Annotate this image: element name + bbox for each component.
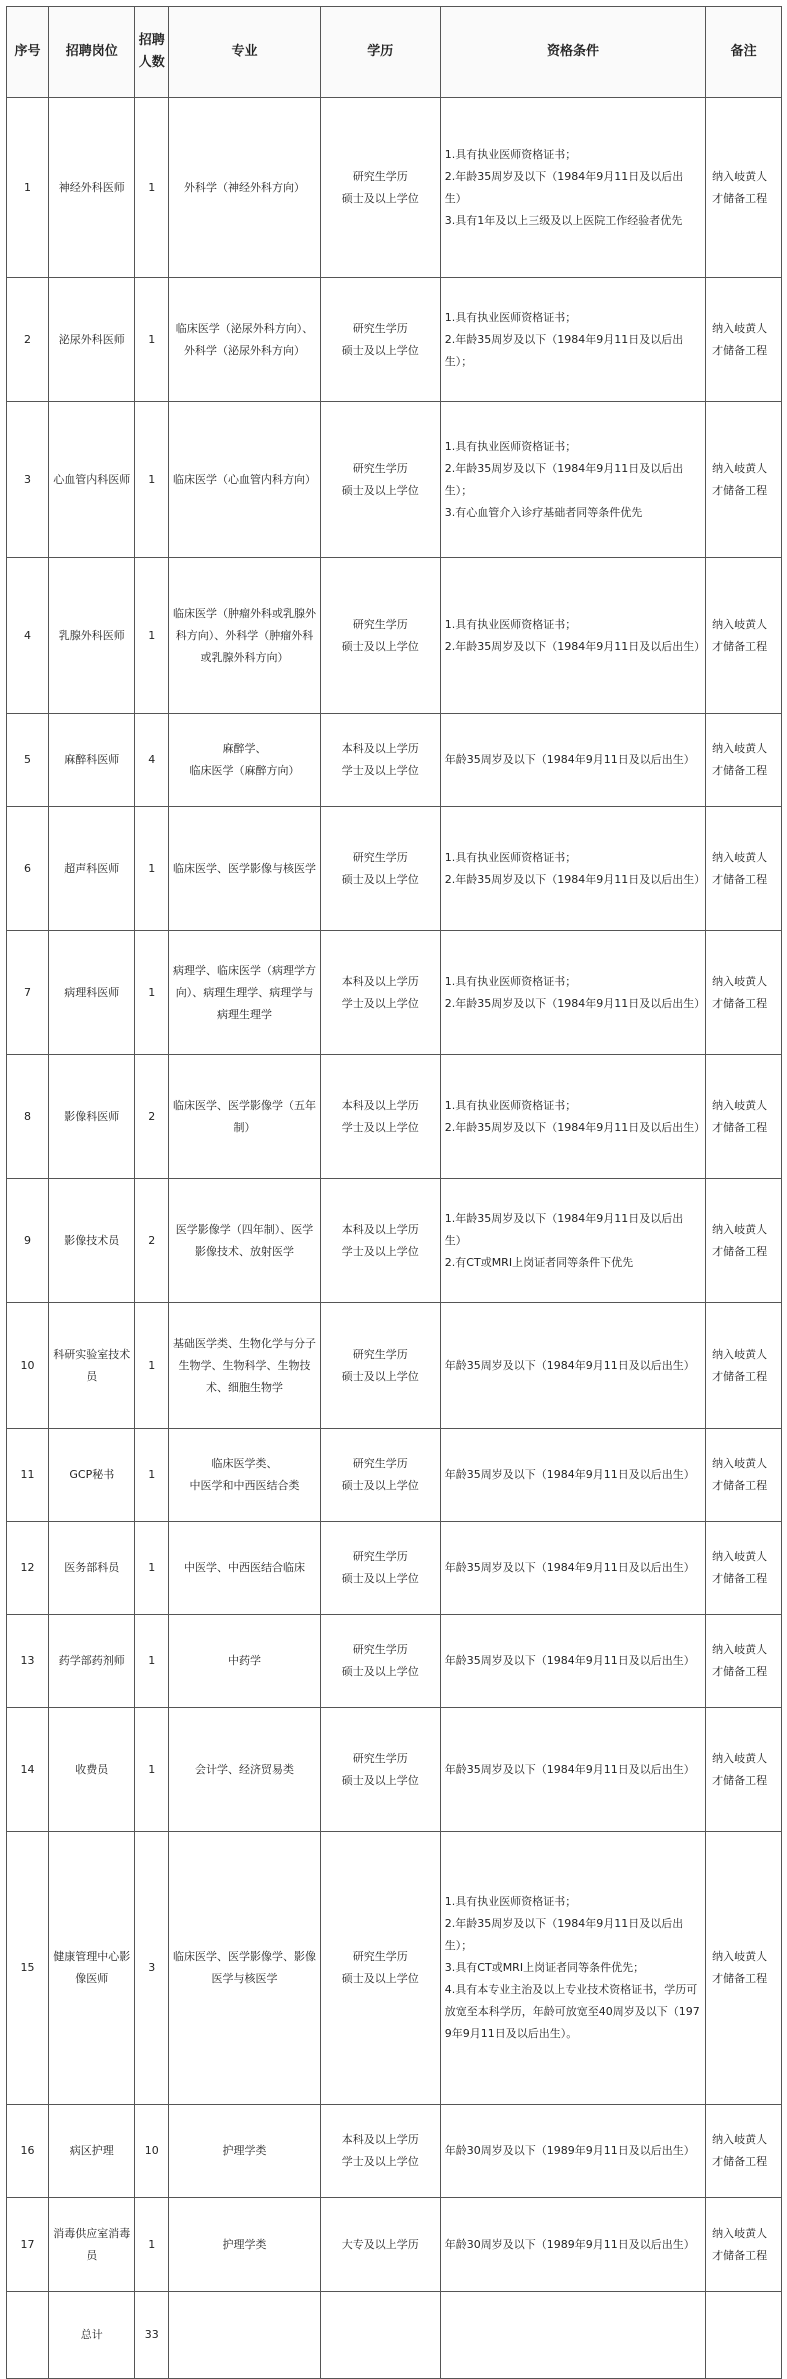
row-edu: 本科及以上学历 学士及以上学位 bbox=[320, 931, 440, 1055]
table-row bbox=[7, 1522, 782, 1615]
total-empty-qual bbox=[440, 2292, 705, 2379]
row-remark: 纳入岐黄人才储备工程 bbox=[706, 1179, 782, 1303]
row-post: GCP秘书 bbox=[49, 1429, 135, 1522]
total-count: 33 bbox=[135, 2292, 169, 2379]
row-remark: 纳入岐黄人才储备工程 bbox=[706, 98, 782, 278]
row-remark: 纳入岐黄人才储备工程 bbox=[706, 931, 782, 1055]
row-qual: 年龄35周岁及以下（1984年9月11日及以后出生） bbox=[440, 1708, 705, 1832]
row-major: 护理学类 bbox=[169, 2198, 321, 2292]
table-row bbox=[7, 931, 782, 1055]
row-post: 神经外科医师 bbox=[49, 98, 135, 278]
row-edu: 研究生学历 硕士及以上学位 bbox=[320, 1708, 440, 1832]
total-empty-edu bbox=[320, 2292, 440, 2379]
row-post: 病理科医师 bbox=[49, 931, 135, 1055]
row-no: 3 bbox=[7, 402, 49, 558]
row-edu: 研究生学历 硕士及以上学位 bbox=[320, 1303, 440, 1429]
table-row bbox=[7, 2198, 782, 2292]
header-count: 招聘人数 bbox=[135, 7, 169, 98]
row-count: 1 bbox=[135, 807, 169, 931]
row-remark: 纳入岐黄人才储备工程 bbox=[706, 278, 782, 402]
row-remark: 纳入岐黄人才储备工程 bbox=[706, 1708, 782, 1832]
table-row bbox=[7, 1708, 782, 1832]
row-qual: 年龄35周岁及以下（1984年9月11日及以后出生） bbox=[440, 1303, 705, 1429]
row-edu: 研究生学历 硕士及以上学位 bbox=[320, 807, 440, 931]
row-remark: 纳入岐黄人才储备工程 bbox=[706, 1303, 782, 1429]
row-post: 泌尿外科医师 bbox=[49, 278, 135, 402]
table-row bbox=[7, 98, 782, 278]
row-qual: 年龄35周岁及以下（1984年9月11日及以后出生） bbox=[440, 714, 705, 807]
row-edu: 研究生学历 硕士及以上学位 bbox=[320, 278, 440, 402]
row-post: 麻醉科医师 bbox=[49, 714, 135, 807]
total-no-cell bbox=[7, 2292, 49, 2379]
row-major: 中医学、中西医结合临床 bbox=[169, 1522, 321, 1615]
row-post: 收费员 bbox=[49, 1708, 135, 1832]
row-post: 病区护理 bbox=[49, 2105, 135, 2198]
row-edu: 研究生学历 硕士及以上学位 bbox=[320, 98, 440, 278]
row-post: 消毒供应室消毒员 bbox=[49, 2198, 135, 2292]
row-no: 8 bbox=[7, 1055, 49, 1179]
row-no: 10 bbox=[7, 1303, 49, 1429]
row-remark: 纳入岐黄人才储备工程 bbox=[706, 714, 782, 807]
row-remark: 纳入岐黄人才储备工程 bbox=[706, 807, 782, 931]
header-major: 专业 bbox=[169, 7, 321, 98]
row-post: 科研实验室技术员 bbox=[49, 1303, 135, 1429]
row-qual: 年龄35周岁及以下（1984年9月11日及以后出生） bbox=[440, 1615, 705, 1708]
row-major: 外科学（神经外科方向） bbox=[169, 98, 321, 278]
row-qual: 年龄30周岁及以下（1989年9月11日及以后出生） bbox=[440, 2198, 705, 2292]
row-edu: 研究生学历 硕士及以上学位 bbox=[320, 1522, 440, 1615]
row-major: 临床医学（泌尿外科方向）、外科学（泌尿外科方向） bbox=[169, 278, 321, 402]
row-qual: 1.具有执业医师资格证书； 2.年龄35周岁及以下（1984年9月11日及以后出生）； 3.具有CT或MRI上岗证者同等条件优先； 4.具有本专业主治及以上专业技术资格证书，学历可放宽至本科学历，年龄可放宽至40周岁及以下（1979年9月11日及以后出生）。 bbox=[440, 1832, 705, 2105]
recruitment-table-container bbox=[6, 6, 782, 2379]
header-post: 招聘岗位 bbox=[49, 7, 135, 98]
row-no: 13 bbox=[7, 1615, 49, 1708]
row-post: 医务部科员 bbox=[49, 1522, 135, 1615]
row-qual: 1.具有执业医师资格证书； 2.年龄35周岁及以下（1984年9月11日及以后出生）； 3.有心血管介入诊疗基础者同等条件优先 bbox=[440, 402, 705, 558]
row-qual: 1.具有执业医师资格证书； 2.年龄35周岁及以下（1984年9月11日及以后出生） bbox=[440, 558, 705, 714]
row-remark: 纳入岐黄人才储备工程 bbox=[706, 2105, 782, 2198]
row-qual: 1.具有执业医师资格证书； 2.年龄35周岁及以下（1984年9月11日及以后出生） 3.具有1年及以上三级及以上医院工作经验者优先 bbox=[440, 98, 705, 278]
table-row bbox=[7, 1055, 782, 1179]
row-count: 1 bbox=[135, 1522, 169, 1615]
header-remark: 备注 bbox=[706, 7, 782, 98]
row-no: 11 bbox=[7, 1429, 49, 1522]
row-no: 4 bbox=[7, 558, 49, 714]
row-remark: 纳入岐黄人才储备工程 bbox=[706, 1055, 782, 1179]
row-post: 影像科医师 bbox=[49, 1055, 135, 1179]
row-count: 1 bbox=[135, 402, 169, 558]
row-post: 影像技术员 bbox=[49, 1179, 135, 1303]
header-no: 序号 bbox=[7, 7, 49, 98]
row-major: 医学影像学（四年制）、医学影像技术、放射医学 bbox=[169, 1179, 321, 1303]
row-count: 1 bbox=[135, 1708, 169, 1832]
row-count: 1 bbox=[135, 1429, 169, 1522]
total-row bbox=[7, 2292, 782, 2379]
table-row bbox=[7, 1429, 782, 1522]
row-no: 15 bbox=[7, 1832, 49, 2105]
row-major: 会计学、经济贸易类 bbox=[169, 1708, 321, 1832]
row-edu: 大专及以上学历 bbox=[320, 2198, 440, 2292]
row-major: 临床医学、医学影像与核医学 bbox=[169, 807, 321, 931]
row-qual: 1.具有执业医师资格证书； 2.年龄35周岁及以下（1984年9月11日及以后出生）； bbox=[440, 278, 705, 402]
row-count: 4 bbox=[135, 714, 169, 807]
row-qual: 1.具有执业医师资格证书； 2.年龄35周岁及以下（1984年9月11日及以后出生） bbox=[440, 807, 705, 931]
row-major: 护理学类 bbox=[169, 2105, 321, 2198]
row-edu: 本科及以上学历 学士及以上学位 bbox=[320, 1055, 440, 1179]
row-count: 2 bbox=[135, 1179, 169, 1303]
row-count: 1 bbox=[135, 1615, 169, 1708]
row-no: 14 bbox=[7, 1708, 49, 1832]
table-row bbox=[7, 558, 782, 714]
header-qual: 资格条件 bbox=[440, 7, 705, 98]
recruitment-table bbox=[6, 6, 782, 2379]
row-major: 基础医学类、生物化学与分子生物学、生物科学、生物技术、细胞生物学 bbox=[169, 1303, 321, 1429]
row-major: 临床医学（肿瘤外科或乳腺外科方向）、外科学（肿瘤外科或乳腺外科方向） bbox=[169, 558, 321, 714]
row-edu: 研究生学历 硕士及以上学位 bbox=[320, 558, 440, 714]
table-header-row bbox=[7, 7, 782, 98]
row-count: 1 bbox=[135, 2198, 169, 2292]
row-qual: 1.具有执业医师资格证书； 2.年龄35周岁及以下（1984年9月11日及以后出生） bbox=[440, 1055, 705, 1179]
row-count: 1 bbox=[135, 558, 169, 714]
row-qual: 1.年龄35周岁及以下（1984年9月11日及以后出生） 2.有CT或MRI上岗证者同等条件下优先 bbox=[440, 1179, 705, 1303]
row-qual: 年龄35周岁及以下（1984年9月11日及以后出生） bbox=[440, 1429, 705, 1522]
row-count: 1 bbox=[135, 1303, 169, 1429]
row-no: 5 bbox=[7, 714, 49, 807]
table-row bbox=[7, 807, 782, 931]
row-count: 2 bbox=[135, 1055, 169, 1179]
row-edu: 研究生学历 硕士及以上学位 bbox=[320, 1615, 440, 1708]
row-post: 乳腺外科医师 bbox=[49, 558, 135, 714]
row-no: 17 bbox=[7, 2198, 49, 2292]
row-qual: 年龄35周岁及以下（1984年9月11日及以后出生） bbox=[440, 1522, 705, 1615]
row-remark: 纳入岐黄人才储备工程 bbox=[706, 1522, 782, 1615]
row-count: 1 bbox=[135, 98, 169, 278]
row-no: 16 bbox=[7, 2105, 49, 2198]
row-major: 麻醉学、 临床医学（麻醉方向） bbox=[169, 714, 321, 807]
row-count: 10 bbox=[135, 2105, 169, 2198]
row-major: 临床医学、医学影像学（五年制） bbox=[169, 1055, 321, 1179]
row-no: 7 bbox=[7, 931, 49, 1055]
row-post: 超声科医师 bbox=[49, 807, 135, 931]
total-empty-remark bbox=[706, 2292, 782, 2379]
row-major: 临床医学、医学影像学、影像医学与核医学 bbox=[169, 1832, 321, 2105]
table-row bbox=[7, 2105, 782, 2198]
row-edu: 本科及以上学历 学士及以上学位 bbox=[320, 2105, 440, 2198]
table-row bbox=[7, 1179, 782, 1303]
total-label: 总计 bbox=[49, 2292, 135, 2379]
row-edu: 本科及以上学历 学士及以上学位 bbox=[320, 1179, 440, 1303]
row-edu: 研究生学历 硕士及以上学位 bbox=[320, 1832, 440, 2105]
row-major: 临床医学（心血管内科方向） bbox=[169, 402, 321, 558]
row-no: 2 bbox=[7, 278, 49, 402]
row-qual: 年龄30周岁及以下（1989年9月11日及以后出生） bbox=[440, 2105, 705, 2198]
row-remark: 纳入岐黄人才储备工程 bbox=[706, 1429, 782, 1522]
row-post: 药学部药剂师 bbox=[49, 1615, 135, 1708]
row-remark: 纳入岐黄人才储备工程 bbox=[706, 558, 782, 714]
row-count: 3 bbox=[135, 1832, 169, 2105]
row-no: 1 bbox=[7, 98, 49, 278]
header-edu: 学历 bbox=[320, 7, 440, 98]
row-no: 9 bbox=[7, 1179, 49, 1303]
row-remark: 纳入岐黄人才储备工程 bbox=[706, 2198, 782, 2292]
row-no: 12 bbox=[7, 1522, 49, 1615]
total-empty-major bbox=[169, 2292, 321, 2379]
row-post: 健康管理中心影像医师 bbox=[49, 1832, 135, 2105]
table-row bbox=[7, 714, 782, 807]
table-row bbox=[7, 1832, 782, 2105]
row-count: 1 bbox=[135, 931, 169, 1055]
table-row bbox=[7, 1615, 782, 1708]
row-edu: 研究生学历 硕士及以上学位 bbox=[320, 402, 440, 558]
row-remark: 纳入岐黄人才储备工程 bbox=[706, 402, 782, 558]
row-count: 1 bbox=[135, 278, 169, 402]
table-row bbox=[7, 278, 782, 402]
row-no: 6 bbox=[7, 807, 49, 931]
table-row bbox=[7, 1303, 782, 1429]
row-edu: 本科及以上学历 学士及以上学位 bbox=[320, 714, 440, 807]
row-major: 临床医学类、 中医学和中西医结合类 bbox=[169, 1429, 321, 1522]
row-edu: 研究生学历 硕士及以上学位 bbox=[320, 1429, 440, 1522]
row-remark: 纳入岐黄人才储备工程 bbox=[706, 1615, 782, 1708]
row-qual: 1.具有执业医师资格证书； 2.年龄35周岁及以下（1984年9月11日及以后出生） bbox=[440, 931, 705, 1055]
table-body bbox=[7, 98, 782, 2292]
row-major: 中药学 bbox=[169, 1615, 321, 1708]
row-major: 病理学、临床医学（病理学方向）、病理生理学、病理学与病理生理学 bbox=[169, 931, 321, 1055]
row-post: 心血管内科医师 bbox=[49, 402, 135, 558]
row-remark: 纳入岐黄人才储备工程 bbox=[706, 1832, 782, 2105]
table-row bbox=[7, 402, 782, 558]
